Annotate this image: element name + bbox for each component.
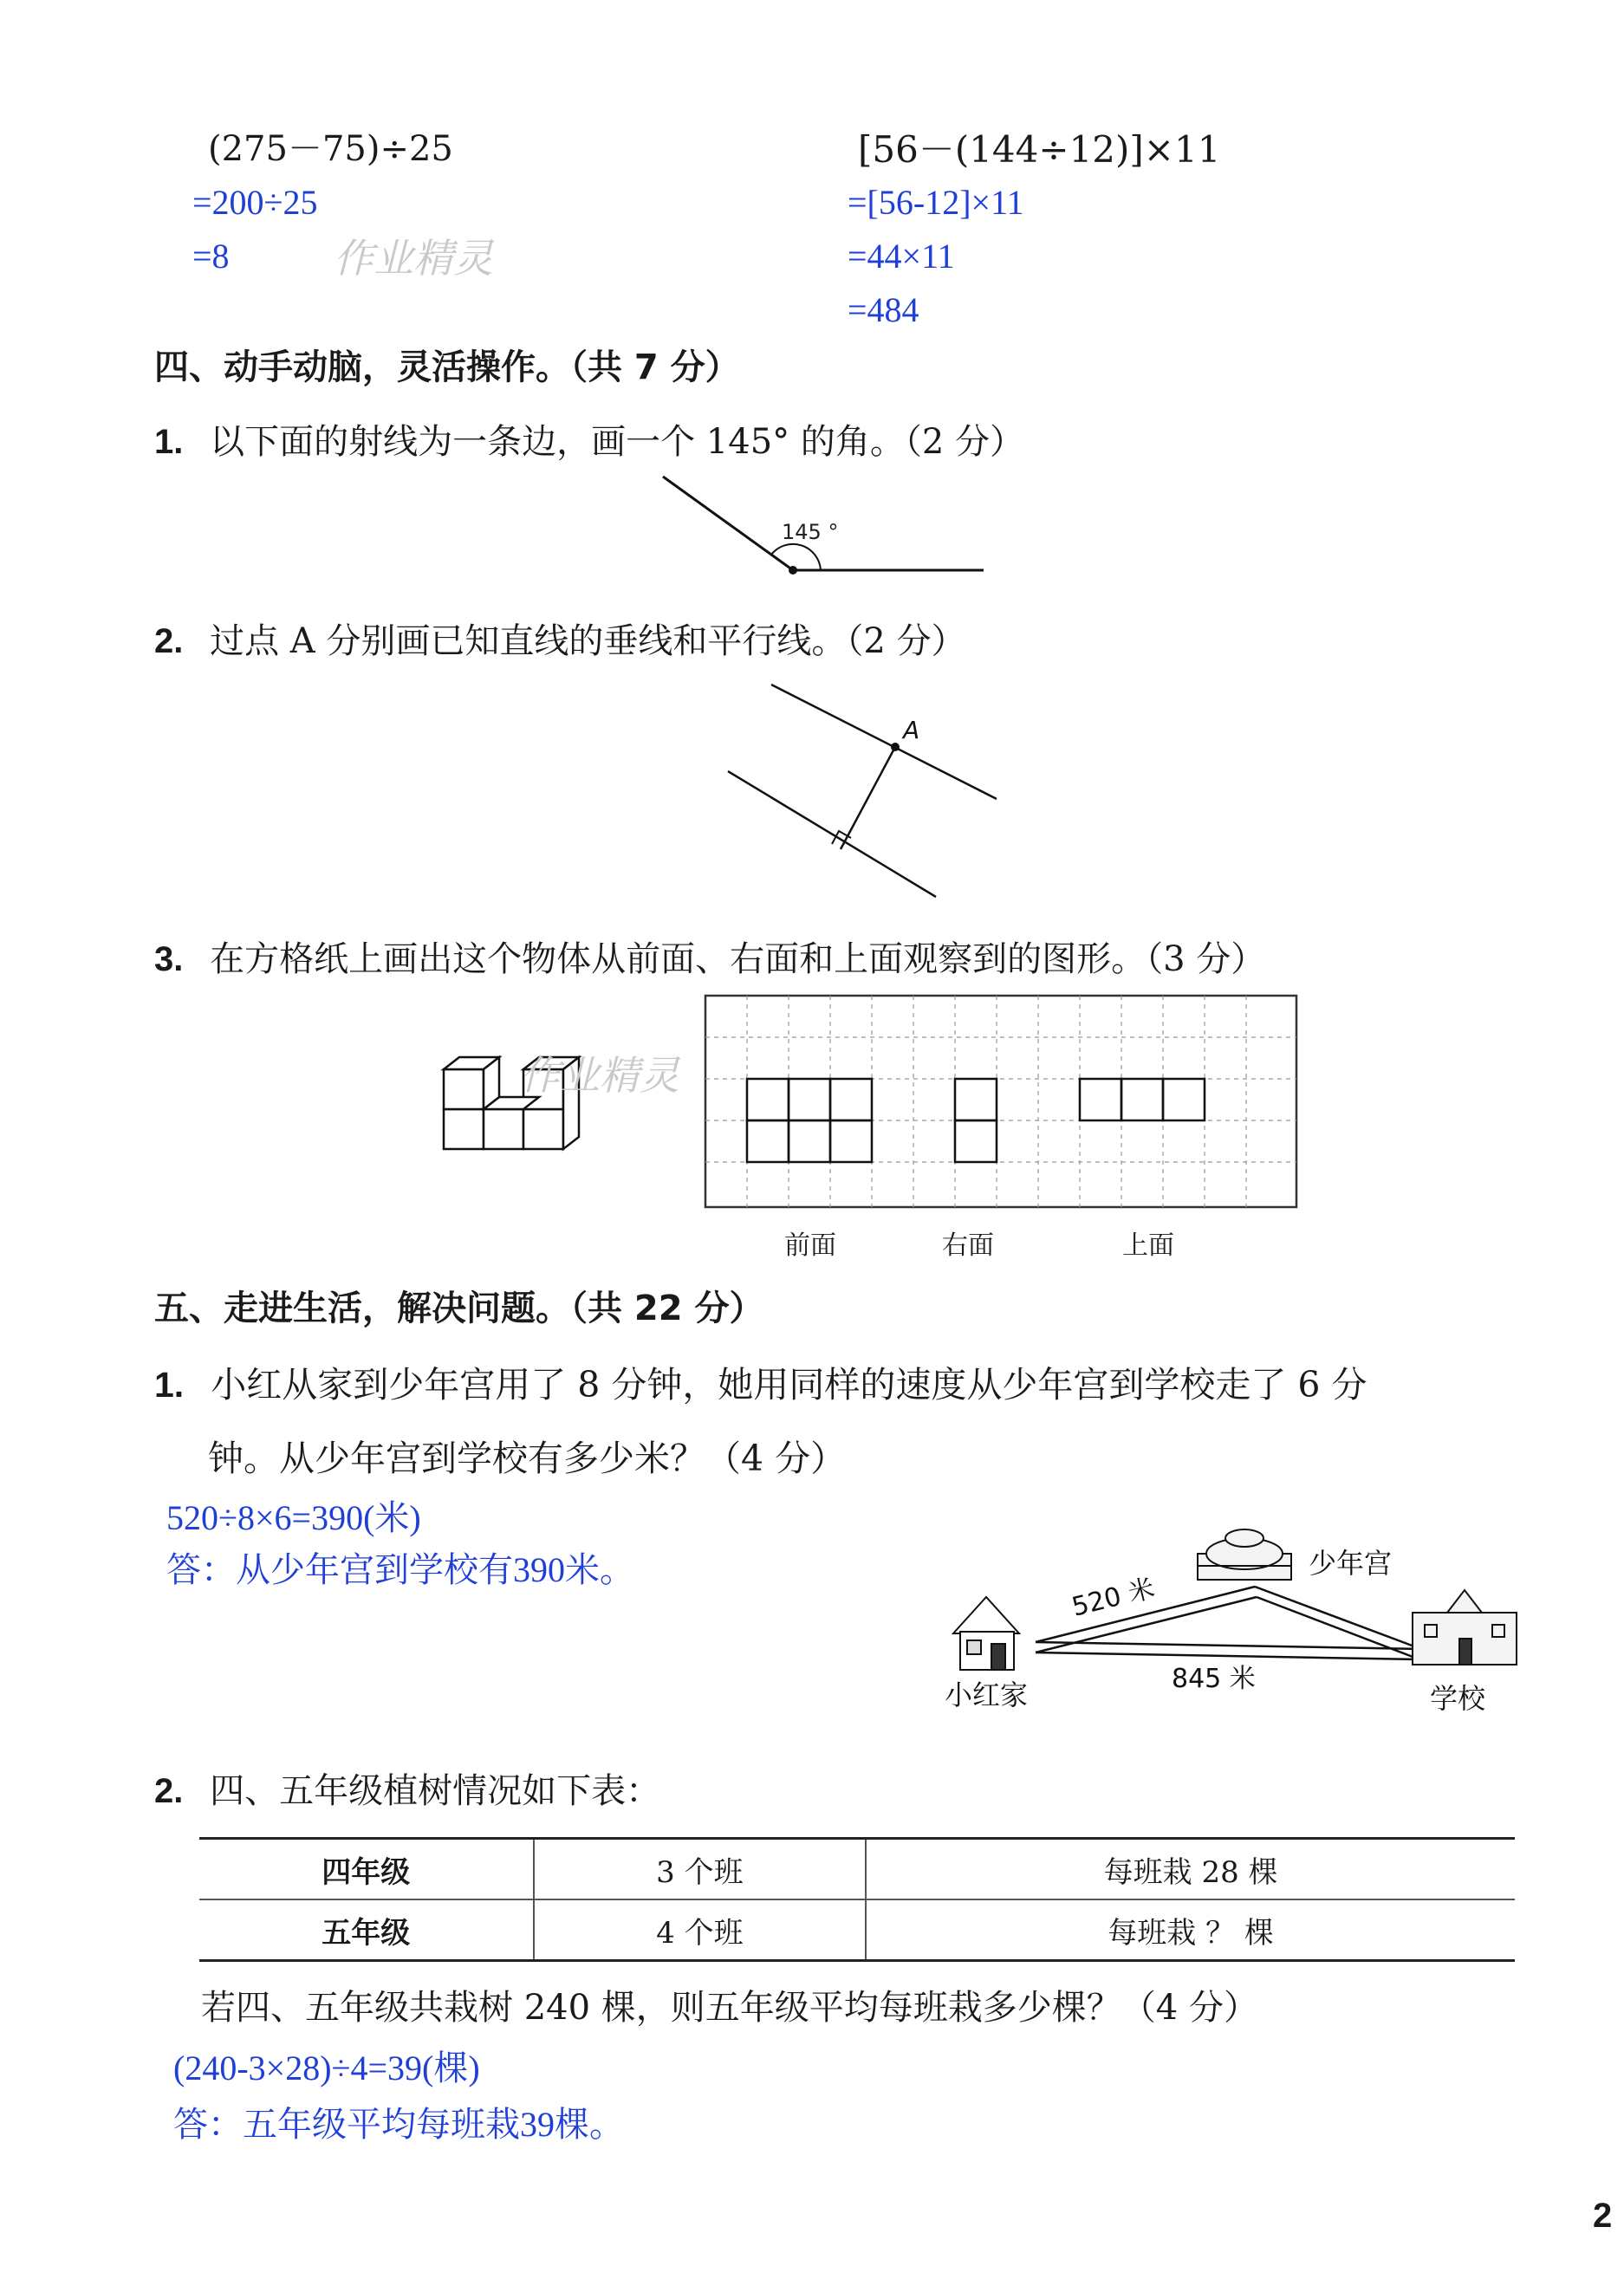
school-icon: [1413, 1590, 1517, 1665]
table-cell: 五年级: [199, 1899, 534, 1961]
point-a: [891, 743, 900, 751]
s5-q2-answer-calc: (240-3×28)÷4=39(棵): [173, 2049, 480, 2087]
label-right: 右面: [942, 1230, 994, 1261]
table-cell: 4 个班: [534, 1899, 867, 1961]
angle-label: 145 °: [782, 520, 839, 544]
tree-table: [199, 1837, 1515, 1962]
drawn-ray: [663, 477, 793, 570]
s5-q2-intro-line: [154, 1763, 660, 1813]
watermark-2: 作业精灵: [520, 1052, 679, 1099]
s5-q1-line1: [154, 1356, 1367, 1407]
label-front: 前面: [784, 1230, 836, 1261]
road-palace-school: [1255, 1587, 1421, 1649]
s4-q2-text: 过点 A 分别画已知直线的垂线和平行线。（2 分）: [210, 621, 966, 661]
s5-q2-question: 若四、五年级共栽树 240 棵，则五年级平均每班栽多少棵？（4 分）: [201, 1988, 1258, 2028]
road-home-school: [1036, 1642, 1421, 1649]
dist-home-palace: 520 米: [1069, 1573, 1158, 1623]
dist-home-school: 845 米: [1172, 1664, 1256, 1694]
s4-q1-text: 以下面的射线为一条边，画一个 145° 的角。（2 分）: [210, 422, 1025, 462]
calc-right-step-1: =[56-12]×11: [848, 183, 1024, 222]
s4-q3: [154, 932, 1265, 981]
watermark: 作业精灵: [334, 235, 493, 282]
calc-left-expression: (275－75)÷25: [208, 129, 453, 169]
grid-paper: [702, 992, 1300, 1213]
table-cell: 每班栽 28 棵: [866, 1839, 1515, 1900]
calc-left-step-2: =8: [192, 237, 230, 276]
calc-right-expression: [56－(144÷12)]×11: [858, 128, 1221, 171]
route-map: [945, 1503, 1543, 1737]
table-cell: 每班栽 ？ 棵: [866, 1899, 1515, 1961]
s4-q2: [154, 614, 966, 663]
table-cell: 3 个班: [534, 1839, 867, 1900]
angle-figure: [641, 468, 997, 589]
label-home: 小红家: [945, 1678, 1029, 1711]
s5-q1-answer-text: 答：从少年宫到学校有390米。: [166, 1550, 634, 1589]
s5-q1-text-2: 钟。从少年宫到学校有多少米？（4 分）: [208, 1438, 847, 1479]
point-a-label: A: [903, 716, 920, 744]
s4-q3-number: 3.: [154, 940, 184, 978]
s5-q2-number: 2.: [154, 1772, 184, 1810]
s4-q2-number: 2.: [154, 622, 184, 660]
table-row: [199, 1899, 1515, 1961]
s4-q3-text: 在方格纸上画出这个物体从前面、右面和上面观察到的图形。（3 分）: [210, 939, 1266, 979]
s5-q1-number: 1.: [154, 1365, 185, 1405]
calc-right-step-3: =484: [848, 290, 919, 329]
parallel-line: [771, 685, 997, 799]
perpendicular-line: [841, 747, 895, 849]
label-palace: 少年宫: [1309, 1547, 1393, 1580]
label-top: 上面: [1122, 1230, 1174, 1261]
section5-heading: 五、走进生活，解决问题。（共 22 分）: [154, 1289, 764, 1328]
s4-q1-number: 1.: [154, 423, 184, 461]
s5-q2-intro: 四、五年级植树情况如下表：: [210, 1771, 661, 1811]
parallel-figure: [711, 667, 1014, 910]
section4-heading: 四、动手动脑，灵活操作。（共 7 分）: [154, 347, 740, 387]
s4-q1: [154, 414, 1024, 464]
house-icon: [953, 1597, 1019, 1670]
calc-left-step-1: =200÷25: [192, 183, 318, 222]
angle-vertex: [789, 566, 797, 575]
table-cell: 四年级: [199, 1839, 534, 1900]
s5-q1-answer-calc: 520÷8×6=390(米): [166, 1498, 421, 1537]
s5-q2-answer-text: 答：五年级平均每班栽39棵。: [173, 2105, 624, 2144]
table-row: [199, 1839, 1515, 1900]
angle-arc: [771, 544, 821, 570]
label-school: 学校: [1430, 1682, 1486, 1715]
calc-right-step-2: =44×11: [848, 237, 955, 276]
page-number: 2: [1593, 2197, 1613, 2235]
youth-palace-icon: [1198, 1529, 1291, 1580]
s5-q1-text-1: 小红从家到少年宫用了 8 分钟，她用同样的速度从少年宫到学校走了 6 分: [211, 1364, 1367, 1406]
given-line: [728, 771, 936, 897]
